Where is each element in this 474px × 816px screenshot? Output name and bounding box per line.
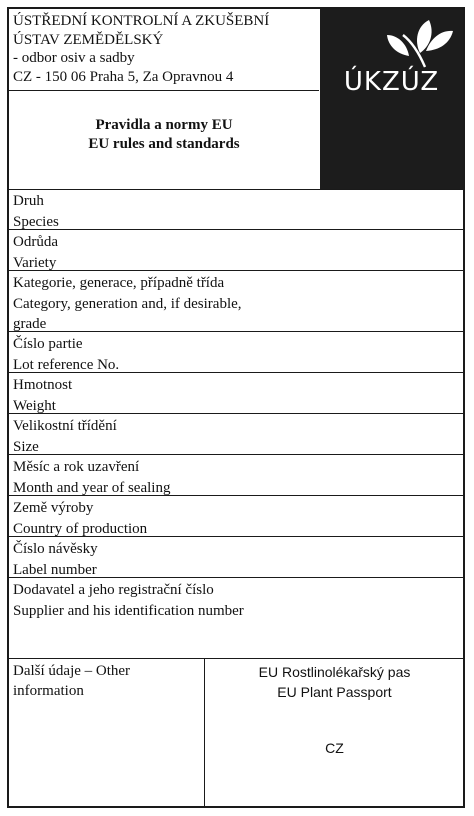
field-label-cz: Číslo návěsky [13, 541, 98, 557]
field-label-en: Month and year of sealing [13, 479, 171, 496]
field-size [9, 414, 463, 455]
institution-name-line-1: ÚSTŘEDNÍ KONTROLNÍ A ZKUŠEBNÍ [13, 13, 270, 29]
field-label-cz: Druh [13, 193, 44, 209]
field-label-en: Species [13, 213, 59, 230]
rules-block [9, 91, 319, 189]
field-label-cz: Velikostní třídění [13, 418, 117, 434]
leaf-sprout-icon [320, 9, 463, 69]
plant-passport-title-cz: EU Rostlinolékařský pas [258, 664, 411, 680]
other-information-line-2: information [13, 682, 84, 699]
field-country-of-production [9, 496, 463, 537]
ukzuz-logo [320, 9, 463, 189]
field-label-number [9, 537, 463, 578]
plant-passport-country-code: CZ [325, 740, 344, 756]
field-label-cz: Číslo partie [13, 336, 83, 352]
field-supplier [9, 578, 463, 659]
field-lot-reference [9, 332, 463, 373]
field-sealing-date [9, 455, 463, 496]
field-variety [9, 230, 463, 271]
field-label-en: Weight [13, 397, 56, 414]
field-label-cz: Měsíc a rok uzavření [13, 459, 140, 475]
field-label-en: Variety [13, 254, 57, 271]
field-label-cz: Země výroby [13, 500, 94, 516]
field-label-en-continued: grade [13, 316, 47, 332]
institution-address: CZ - 150 06 Praha 5, Za Opravnou 4 [13, 68, 234, 85]
field-label-cz: Kategorie, generace, případně třída [13, 275, 225, 291]
institution-block [9, 9, 319, 91]
bottom-section [9, 659, 463, 806]
field-label-en: Size [13, 438, 39, 455]
seed-label [7, 7, 465, 808]
institution-department: - odbor osiv a sadby [13, 50, 135, 66]
other-information-cell [9, 659, 205, 806]
field-label-en: Label number [13, 561, 97, 578]
field-weight [9, 373, 463, 414]
field-category [9, 271, 463, 332]
field-label-cz: Dodavatel a jeho registrační číslo [13, 582, 214, 598]
field-label-cz: Odrůda [13, 234, 58, 250]
other-information-line-1: Další údaje – Other [13, 663, 131, 679]
rules-title-en: EU rules and standards [88, 136, 240, 152]
field-label-cz: Hmotnost [13, 377, 73, 393]
field-label-en: Supplier and his identification number [13, 602, 244, 619]
logo-text: ÚKZÚZ [343, 67, 440, 97]
field-label-en: Country of production [13, 520, 148, 537]
field-label-en: Category, generation and, if desirable, [13, 295, 242, 312]
plant-passport-title-en: EU Plant Passport [277, 683, 392, 700]
institution-name-line-2: ÚSTAV ZEMĚDĚLSKÝ [13, 31, 164, 48]
field-species [9, 189, 463, 230]
label-header [9, 9, 463, 190]
field-label-en: Lot reference No. [13, 356, 120, 373]
rules-title-cz: Pravidla a normy EU [95, 117, 233, 133]
plant-passport-cell [206, 659, 463, 806]
